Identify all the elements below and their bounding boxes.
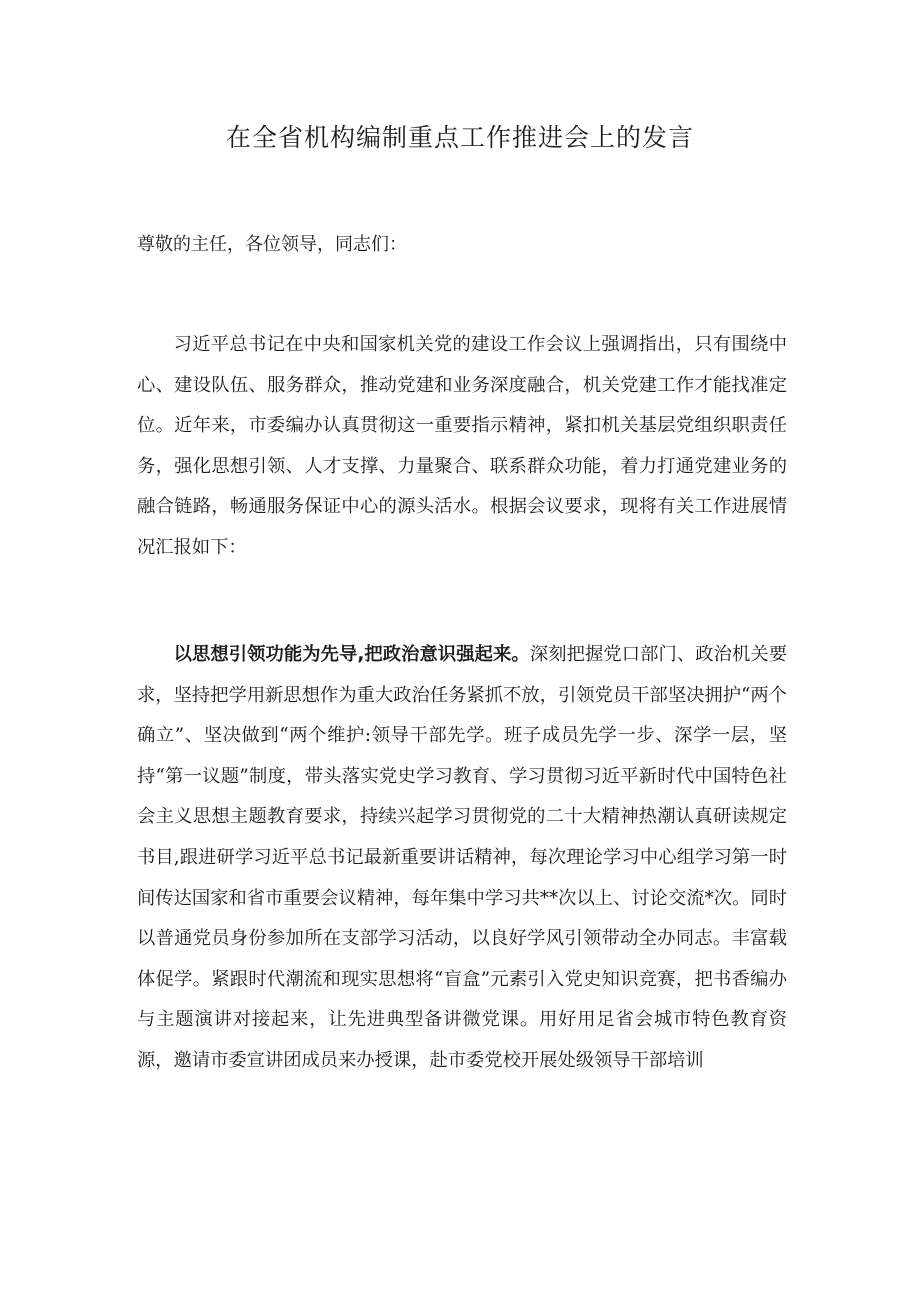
document-title: 在全省机构编制重点工作推进会上的发言 (225, 123, 694, 152)
paragraph-lead-heading: 以思想引领功能为先导,把政治意识强起来。 (173, 644, 530, 665)
paragraph-body-text: 深刻把握党口部门、政治机关要求，坚持把学用新思想作为重大政治任务紧抓不放，引领党员干部坚决拥护“两个确立”、坚决做到“两个维护:领导干部先学。班子成员先学一步、深学一层，坚持“第一议题”制度，带头落实党史学习教育、学习贯彻习近平新时代中国特色社会主义思想主题教育要求，持续兴起学习贯彻党的二十大精神热潮认真研读规定书目,跟进研学习近平总书记最新重要讲话精神，每次理论学习中心组学习第一时间传达国家和省市重要会议精神，每年集中学习共**次以上、讨论交流*次。同时以普通党员身份参加所在支部学习活动，以良好学风引领带动全办同志。丰富载体促学。紧跟时代潮流和现实思想将“盲盒”元素引入党史知识竞赛，把书香编办与主题演讲对接起来，让先进典型备讲微党课。用好用足省会城市特色教育资源，邀请市委宣讲团成员来办授课，赴市委党校开展处级领导干部培训 (137, 644, 787, 1071)
salutation: 尊敬的主任，各位领导，同志们： (137, 234, 407, 255)
paragraph-intro: 习近平总书记在中央和国家机关党的建设工作会议上强调指出，只有围绕中心、建设队伍、服务群众，推动党建和业务深度融合，机关党建工作才能找准定位。近年来，市委编办认真贯彻这一重要指示精神，紧扣机关基层党组织职责任务，强化思想引领、人才支撑、力量聚合、联系群众功能，着力打通党建业务的融合链路，畅通服务保证中心的源头活水。根据会议要求，现将有关工作进展情况汇报如下： (137, 334, 787, 558)
paragraph-thought-leadership (137, 635, 787, 1082)
